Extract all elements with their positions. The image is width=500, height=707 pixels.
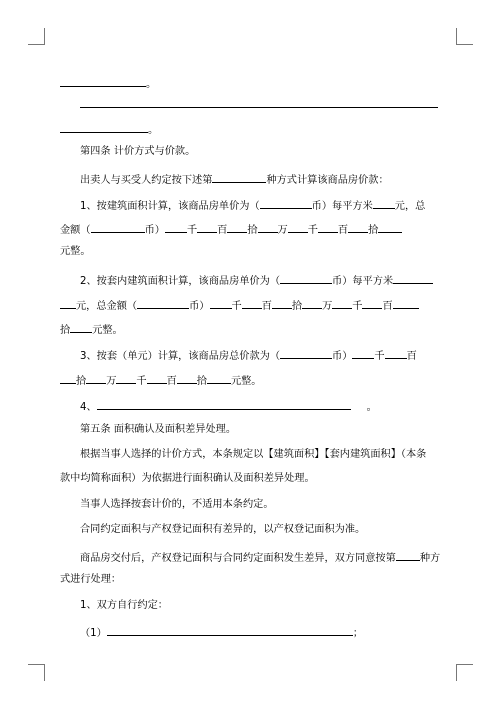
blank (60, 121, 148, 133)
unit: 万 (106, 376, 117, 387)
text: 金额（ (60, 225, 91, 236)
unit: 拾 (196, 376, 207, 387)
unit: 百 (337, 225, 349, 236)
blank (396, 549, 420, 561)
text: 币） (144, 225, 165, 236)
unit: 千 (186, 225, 198, 236)
unit: 拾 (368, 225, 379, 236)
crop-mark-top-left (28, 28, 45, 45)
unit: 千 (374, 351, 385, 362)
unit: 百 (382, 301, 393, 312)
blank (70, 321, 92, 333)
text: 币）每平方米 (311, 201, 373, 212)
article-5-paragraph-3: 合同约定面积与产权登记面积有差异的，以产权登记面积为准。 (80, 524, 366, 535)
crop-mark-bottom-right (456, 664, 473, 681)
item-2-line-1 (80, 272, 433, 289)
text: 种方式计算该商品房价款： (266, 175, 389, 186)
blank (352, 347, 374, 359)
text: 3、按套（单元）计算，该商品房总价款为（ (80, 351, 281, 362)
unit: 拾 (76, 376, 87, 387)
text: 4、 (80, 402, 97, 413)
blank (210, 297, 232, 309)
item-3-line-1 (80, 347, 417, 364)
article-5-paragraph-1b: 款中均简称面积）为依据进行面积确认及面积差异处理。 (60, 473, 315, 484)
article-4-title: 第四条 计价方式与价款。 (80, 146, 196, 157)
blank (332, 297, 352, 309)
unit: 万 (322, 301, 333, 312)
article-4-paragraph (80, 171, 389, 188)
period: 。 (366, 402, 377, 413)
item-4 (80, 398, 377, 415)
blank (60, 372, 76, 384)
unit: 拾 (291, 301, 303, 312)
blank (393, 272, 433, 284)
blank (86, 372, 106, 384)
crop-mark-bottom-left (28, 664, 45, 681)
blank (107, 624, 353, 636)
period: 。 (146, 79, 157, 90)
blank (362, 297, 382, 309)
article-5-paragraph-4b: 式进行处理： (60, 574, 122, 585)
blank (97, 398, 351, 410)
blank (116, 372, 136, 384)
text: 元整。 (92, 325, 123, 336)
blank (373, 197, 395, 209)
blank (385, 347, 407, 359)
text: 商品房交付后，产权登记面积与合同约定面积发生差异，双方同意按第 (80, 553, 396, 564)
period: 。 (148, 125, 159, 136)
blank (318, 221, 338, 233)
article-5-paragraph-1a: 根据当事人选择的计价方式，本条规定以【建筑面积】【套内建筑面积】（本条 (80, 449, 427, 460)
text: 元，总 (394, 201, 426, 212)
unit: 百 (217, 225, 228, 236)
blank (227, 221, 247, 233)
blank (60, 297, 76, 309)
text: 出卖人与买受人约定按下述第 (80, 175, 213, 186)
blank-line-2 (60, 121, 158, 138)
blank (242, 297, 262, 309)
text: 元，总金额（ (76, 301, 138, 312)
item-1-line-3: 元整。 (60, 246, 91, 257)
blank (212, 171, 266, 183)
text: 种方 (419, 553, 441, 564)
text: 币）每平方米 (332, 276, 394, 287)
text: ； (352, 628, 364, 639)
unit: 万 (277, 225, 288, 236)
blank (147, 372, 167, 384)
blank (348, 221, 368, 233)
blank (260, 197, 312, 209)
unit: 拾 (60, 325, 71, 336)
blank (272, 297, 292, 309)
section-1-title: 1、双方自行约定： (80, 600, 168, 611)
blank-rule (80, 107, 438, 108)
blank (280, 347, 332, 359)
blank (197, 221, 217, 233)
unit: 拾 (247, 225, 258, 236)
blank (288, 221, 308, 233)
text: （1） (80, 628, 107, 639)
unit: 百 (166, 376, 177, 387)
blank (60, 75, 146, 87)
crop-mark-top-right (456, 28, 473, 45)
item-2-line-2 (60, 297, 419, 314)
blank (393, 297, 419, 309)
article-5-paragraph-4a (80, 549, 440, 566)
text: 币） (332, 351, 353, 362)
item-3-line-2 (60, 372, 262, 389)
item-1-line-2 (60, 221, 402, 238)
article-5-title: 第五条 面积确认及面积差异处理。 (80, 424, 237, 435)
blank (137, 297, 189, 309)
blank (258, 221, 278, 233)
unit: 百 (406, 351, 417, 362)
unit: 千 (352, 301, 363, 312)
section-1-item-1 (80, 624, 363, 641)
unit: 千 (231, 301, 242, 312)
unit: 千 (136, 376, 147, 387)
text: 1、按建筑面积计算，该商品房单价为（ (80, 201, 260, 212)
blank-line-1 (60, 75, 156, 92)
article-5-paragraph-2: 当事人选择按套计价的，不适用本条约定。 (80, 499, 274, 510)
blank (302, 297, 322, 309)
item-1-line-1 (80, 197, 425, 214)
unit: 千 (307, 225, 318, 236)
blank (280, 272, 332, 284)
blank (91, 221, 145, 233)
blank (177, 372, 197, 384)
blank (207, 372, 231, 384)
text: 2、按套内建筑面积计算，该商品房单价为（ (80, 276, 281, 287)
blank (378, 221, 402, 233)
item-2-line-3 (60, 321, 123, 338)
blank (165, 221, 187, 233)
text: 币） (189, 301, 210, 312)
text: 元整。 (230, 376, 262, 387)
unit: 百 (261, 301, 272, 312)
